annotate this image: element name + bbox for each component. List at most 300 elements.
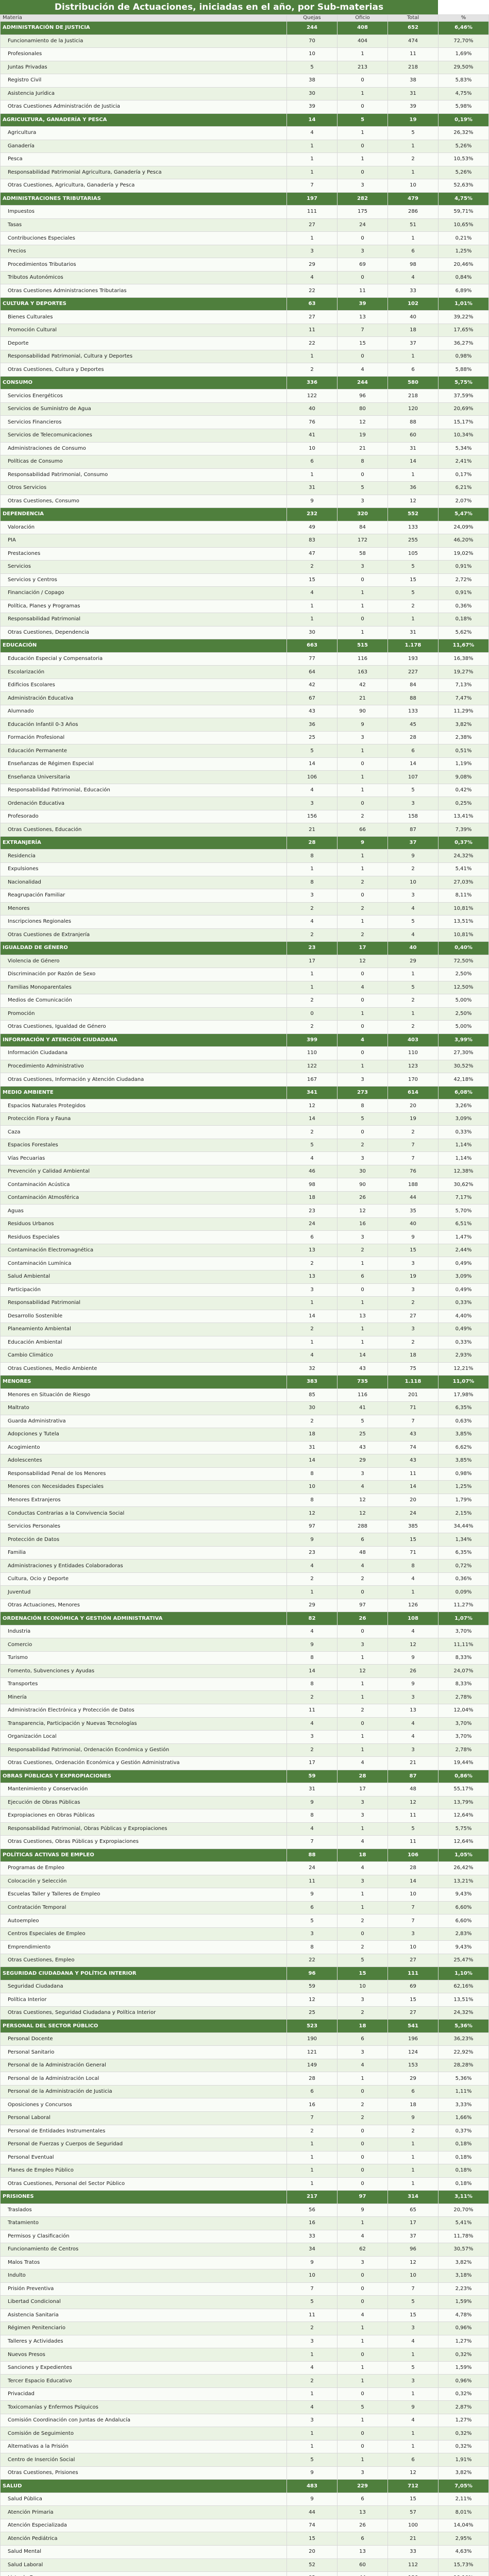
submateria-quejas: 41 <box>287 429 338 442</box>
submateria-name: Atención Especializada <box>1 2519 287 2532</box>
submateria-oficio: 1 <box>338 1257 388 1270</box>
category-name: PERSONAL DEL SECTOR PÚBLICO <box>1 2020 287 2033</box>
submateria-quejas: 0 <box>287 1007 338 1021</box>
submateria-percent: 2,72% <box>439 573 489 587</box>
submateria-name: Inscripciones Regionales <box>1 916 287 929</box>
submateria-total: 98 <box>388 258 439 272</box>
submateria-quejas: 10 <box>287 442 338 455</box>
submateria-quejas: 8 <box>287 850 338 863</box>
submateria-oficio: 4 <box>338 1481 388 1494</box>
submateria-quejas: 4 <box>287 2361 338 2375</box>
submateria-oficio: 43 <box>338 1441 388 1454</box>
submateria-oficio: 1 <box>338 1822 388 1836</box>
submateria-name: Expropiaciones en Obras Públicas <box>1 1809 287 1823</box>
submateria-total: 112 <box>388 2558 439 2572</box>
submateria-name: Personal de Entidades Instrumentales <box>1 2125 287 2138</box>
category-oficio: 9 <box>338 836 388 850</box>
submateria-quejas: 27 <box>287 218 338 232</box>
category-quejas: 59 <box>287 1770 338 1783</box>
submateria-total: 2 <box>388 1021 439 1034</box>
submateria-name: Sanciones y Expedientes <box>1 2361 287 2375</box>
submateria-quejas <box>287 2572 338 2576</box>
submateria-quejas: 11 <box>287 324 338 337</box>
submateria-oficio: 3 <box>338 1809 388 1823</box>
submateria-oficio: 4 <box>338 1836 388 1849</box>
submateria-row <box>1 2440 489 2453</box>
submateria-total: 124 <box>388 2046 439 2059</box>
submateria-percent: 14,04% <box>439 2519 489 2532</box>
submateria-row <box>1 705 489 718</box>
submateria-row <box>1 258 489 272</box>
submateria-percent: 3,33% <box>439 2098 489 2112</box>
submateria-percent: 11,78% <box>439 2230 489 2243</box>
submateria-percent: 5,88% <box>439 363 489 377</box>
submateria-percent: 30,62% <box>439 1178 489 1192</box>
submateria-total: 1 <box>388 232 439 245</box>
submateria-name: Deporte <box>1 337 287 350</box>
submateria-total: 2 <box>388 1336 439 1349</box>
submateria-oficio: 10 <box>338 1980 388 1993</box>
submateria-total: 31 <box>388 87 439 100</box>
submateria-row <box>1 2296 489 2309</box>
submateria-percent: 0,33% <box>439 1297 489 1310</box>
submateria-oficio: 1 <box>338 850 388 863</box>
submateria-quejas: 30 <box>287 626 338 639</box>
submateria-total: 57 <box>388 2506 439 2519</box>
submateria-name: Responsabilidad Patrimonial, Cultura y Deportes <box>1 350 287 363</box>
submateria-oficio: 1 <box>338 2217 388 2230</box>
submateria-total: 4 <box>388 1717 439 1731</box>
submateria-name: Transportes <box>1 1677 287 1691</box>
submateria-row <box>1 1112 489 1126</box>
category-percent: 5,75% <box>439 376 489 389</box>
submateria-oficio: 7 <box>338 324 388 337</box>
submateria-percent: 5,83% <box>439 74 489 88</box>
submateria-quejas: 111 <box>287 206 338 219</box>
submateria-quejas: 10 <box>287 1481 338 1494</box>
submateria-row <box>1 955 489 968</box>
submateria-total: 6 <box>388 245 439 258</box>
submateria-quejas: 2 <box>287 902 338 916</box>
column-header-total: Total <box>388 15 439 22</box>
submateria-oficio: 1 <box>338 863 388 876</box>
category-name: ADMINISTRACIÓN DE JUSTICIA <box>1 22 287 35</box>
submateria-oficio: 0 <box>338 797 388 810</box>
submateria-oficio: 2 <box>338 2111 388 2125</box>
submateria-percent: 13,79% <box>439 1796 489 1809</box>
submateria-quejas: 11 <box>287 1875 338 1888</box>
submateria-row <box>1 1533 489 1547</box>
submateria-percent: 39,22% <box>439 311 489 324</box>
category-quejas: 28 <box>287 836 338 850</box>
submateria-name: Personal Eventual <box>1 2151 287 2164</box>
submateria-percent: 6,89% <box>439 284 489 298</box>
submateria-oficio: 8 <box>338 1099 388 1113</box>
submateria-name: Fomento, Subvenciones y Ayudas <box>1 1665 287 1678</box>
submateria-oficio: 3 <box>338 245 388 258</box>
submateria-total: 43 <box>388 1428 439 1442</box>
submateria-percent: 28,28% <box>439 2059 489 2072</box>
submateria-row <box>1 1323 489 1336</box>
category-total: 403 <box>388 1033 439 1047</box>
submateria-name: Promoción <box>1 1007 287 1021</box>
category-name: INFORMACIÓN Y ATENCIÓN CIUDADANA <box>1 1033 287 1047</box>
submateria-total: 12 <box>388 2466 439 2480</box>
submateria-name: Nacionalidad <box>1 876 287 889</box>
submateria-name: Protección Flora y Fauna <box>1 1112 287 1126</box>
submateria-total: 31 <box>388 442 439 455</box>
submateria-quejas: 9 <box>287 1533 338 1547</box>
submateria-name: Otras Cuestiones, Cultura y Deportes <box>1 363 287 377</box>
submateria-total: 1 <box>388 1586 439 1599</box>
column-header-materia: Materia <box>1 15 287 22</box>
submateria-row <box>1 1941 489 1954</box>
submateria-quejas: 9 <box>287 1888 338 1902</box>
submateria-quejas: 98 <box>287 1178 338 1192</box>
submateria-quejas: 12 <box>287 1507 338 1520</box>
submateria-row <box>1 363 489 377</box>
submateria-name: Otras Cuestiones, Obras Públicas y Expropiaciones <box>1 1836 287 1849</box>
submateria-percent: 0,32% <box>439 2348 489 2362</box>
submateria-name: Educación Especial y Compensatoria <box>1 652 287 666</box>
submateria-row <box>1 127 489 140</box>
submateria-oficio: 48 <box>338 1546 388 1560</box>
submateria-name: Comisión de Seguimiento <box>1 2427 287 2441</box>
submateria-row <box>1 876 489 889</box>
submateria-percent: 0,18% <box>439 2177 489 2191</box>
submateria-total: 474 <box>388 35 439 48</box>
submateria-percent: 0,98% <box>439 1467 489 1481</box>
submateria-name: Otras Cuestiones, Personal del Sector Público <box>1 2177 287 2191</box>
submateria-total: 26 <box>388 1665 439 1678</box>
submateria-oficio: 5 <box>338 482 388 495</box>
submateria-name: Adolescentes <box>1 1454 287 1468</box>
submateria-oficio: 3 <box>338 1993 388 2007</box>
submateria-row <box>1 1822 489 1836</box>
submateria-total: 43 <box>388 1454 439 1468</box>
submateria-oficio: 0 <box>338 2125 388 2138</box>
submateria-percent: 2,38% <box>439 731 489 744</box>
table-body <box>1 22 489 2576</box>
submateria-row <box>1 692 489 705</box>
submateria-total: 29 <box>388 2072 439 2086</box>
submateria-oficio: 404 <box>338 35 388 48</box>
submateria-oficio: 0 <box>338 166 388 179</box>
submateria-total: 75 <box>388 1362 439 1376</box>
submateria-percent: 0,96% <box>439 2375 489 2388</box>
category-total: 479 <box>388 192 439 206</box>
submateria-oficio: 2 <box>338 1914 388 1928</box>
submateria-percent: 6,35% <box>439 1402 489 1415</box>
submateria-quejas: 59 <box>287 1980 338 1993</box>
category-percent: 6,46% <box>439 22 489 35</box>
submateria-quejas: 4 <box>287 1717 338 1731</box>
submateria-percent: 9,08% <box>439 771 489 784</box>
submateria-percent: 6,62% <box>439 1441 489 1454</box>
category-percent: 1,05% <box>439 1849 489 1862</box>
submateria-name: Personal Docente <box>1 2032 287 2046</box>
submateria-name: Autoempleo <box>1 1914 287 1928</box>
submateria-total: 3 <box>388 2375 439 2388</box>
submateria-oficio: 1 <box>338 153 388 166</box>
submateria-quejas: 38 <box>287 74 338 88</box>
submateria-row <box>1 1388 489 1402</box>
submateria-total: 96 <box>388 2243 439 2257</box>
column-header-percent: % <box>439 15 489 22</box>
submateria-row <box>1 1152 489 1165</box>
submateria-row <box>1 587 489 600</box>
submateria-name: Funcionamiento de la Justicia <box>1 35 287 48</box>
category-percent: 1,10% <box>439 1967 489 1980</box>
submateria-total: 2 <box>388 1297 439 1310</box>
submateria-total: 15 <box>388 2309 439 2322</box>
submateria-total: 170 <box>388 1073 439 1087</box>
submateria-total: 1 <box>388 968 439 981</box>
submateria-row <box>1 2546 489 2559</box>
submateria-percent: 4,63% <box>439 2546 489 2559</box>
category-total: 712 <box>388 2480 439 2493</box>
submateria-oficio: 0 <box>338 2387 388 2401</box>
category-percent: 4,75% <box>439 192 489 206</box>
submateria-quejas: 14 <box>287 1665 338 1678</box>
submateria-oficio: 9 <box>338 718 388 732</box>
submateria-oficio: 3 <box>338 2256 388 2269</box>
submateria-row <box>1 573 489 587</box>
submateria-row <box>1 1704 489 1718</box>
submateria-oficio: 80 <box>338 402 388 416</box>
submateria-quejas: 27 <box>287 311 338 324</box>
submateria-percent: 0,36% <box>439 600 489 613</box>
submateria-name: Transparencia, Participación y Nuevas Tecnologías <box>1 1717 287 1731</box>
submateria-name: Salud Mental <box>1 2546 287 2559</box>
submateria-name: Administraciones de Consumo <box>1 442 287 455</box>
submateria-percent: 1,25% <box>439 245 489 258</box>
submateria-row <box>1 2032 489 2046</box>
submateria-row <box>1 442 489 455</box>
submateria-name: Traslados <box>1 2204 287 2217</box>
submateria-percent: 0,25% <box>439 797 489 810</box>
submateria-total: 255 <box>388 534 439 548</box>
submateria-total: 1 <box>388 613 439 626</box>
submateria-percent: 20,46% <box>439 258 489 272</box>
submateria-percent: 3,85% <box>439 1428 489 1442</box>
submateria-quejas: 1 <box>287 2138 338 2151</box>
submateria-quejas: 2 <box>287 1126 338 1139</box>
submateria-quejas: 5 <box>287 2453 338 2467</box>
category-total: 1.178 <box>388 639 439 653</box>
submateria-name: Familia <box>1 1546 287 1560</box>
submateria-quejas: 8 <box>287 1677 338 1691</box>
submateria-name: Comisión Coordinación con Juntas de Andalucía <box>1 2414 287 2427</box>
submateria-row <box>1 1572 489 1586</box>
submateria-quejas: 8 <box>287 1494 338 1507</box>
submateria-row <box>1 74 489 88</box>
category-row <box>1 836 489 850</box>
category-name: OBRAS PÚBLICAS Y EXPROPIACIONES <box>1 1770 287 1783</box>
submateria-percent: 46,20% <box>439 534 489 548</box>
submateria-quejas: 33 <box>287 2230 338 2243</box>
submateria-percent: 0,17% <box>439 468 489 482</box>
submateria-quejas: 149 <box>287 2059 338 2072</box>
submateria-quejas: 29 <box>287 258 338 272</box>
category-percent: 6,08% <box>439 1086 489 1099</box>
submateria-percent: 55,17% <box>439 1783 489 1797</box>
submateria-row <box>1 1007 489 1021</box>
submateria-percent: 2,41% <box>439 455 489 469</box>
submateria-oficio: 0 <box>338 271 388 284</box>
submateria-quejas: 85 <box>287 1388 338 1402</box>
submateria-oficio: 60 <box>338 2558 388 2572</box>
submateria-percent: 2,23% <box>439 2282 489 2296</box>
submateria-total: 69 <box>388 1980 439 1993</box>
submateria-name: Medios de Comunicación <box>1 994 287 1008</box>
submateria-oficio: 163 <box>338 666 388 679</box>
submateria-name: Educación Ambiental <box>1 1336 287 1349</box>
submateria-row <box>1 889 489 903</box>
submateria-row <box>1 1126 489 1139</box>
submateria-quejas: 2 <box>287 1257 338 1270</box>
submateria-quejas: 3 <box>287 889 338 903</box>
submateria-name: Procedimientos Tributarios <box>1 258 287 272</box>
submateria-quejas: 6 <box>287 1231 338 1244</box>
submateria-total: 120 <box>388 402 439 416</box>
submateria-percent: 2,50% <box>439 1007 489 1021</box>
submateria-percent: 19,44% <box>439 1757 489 1770</box>
submateria-name: Personal de la Administración Local <box>1 2072 287 2086</box>
submateria-percent: 3,82% <box>439 2466 489 2480</box>
submateria-oficio: 97 <box>338 1599 388 1612</box>
submateria-name: Comercio <box>1 1638 287 1652</box>
submateria-percent: 10,81% <box>439 928 489 942</box>
category-row <box>1 1033 489 1047</box>
submateria-oficio: 19 <box>338 429 388 442</box>
submateria-row <box>1 1836 489 1849</box>
submateria-quejas: 1 <box>287 1297 338 1310</box>
submateria-quejas: 2 <box>287 1691 338 1704</box>
submateria-row <box>1 2401 489 2414</box>
category-quejas: 483 <box>287 2480 338 2493</box>
submateria-total: 133 <box>388 521 439 534</box>
submateria-quejas: 13 <box>287 1270 338 1283</box>
submateria-name: Cambio Climático <box>1 1349 287 1363</box>
submateria-name: Otras Cuestiones de Extranjería <box>1 928 287 942</box>
submateria-oficio: 175 <box>338 206 388 219</box>
submateria-row <box>1 1546 489 1560</box>
submateria-oficio: 13 <box>338 1310 388 1323</box>
submateria-row <box>1 2558 489 2572</box>
submateria-oficio: 0 <box>338 2296 388 2309</box>
submateria-total: 11 <box>388 48 439 61</box>
submateria-row <box>1 2230 489 2243</box>
submateria-quejas: 17 <box>287 955 338 968</box>
submateria-total: 5 <box>388 2296 439 2309</box>
submateria-quejas: 5 <box>287 1139 338 1152</box>
submateria-oficio: 0 <box>338 968 388 981</box>
submateria-quejas: 1 <box>287 613 338 626</box>
submateria-name: Mantenimiento y Conservación <box>1 1783 287 1797</box>
submateria-name: Indulto <box>1 2269 287 2283</box>
submateria-quejas: 4 <box>287 1349 338 1363</box>
submateria-percent: 2,15% <box>439 1507 489 1520</box>
submateria-quejas: 21 <box>287 823 338 837</box>
submateria-quejas: 2 <box>287 2322 338 2335</box>
submateria-oficio: 6 <box>338 2032 388 2046</box>
submateria-percent: 36,27% <box>439 337 489 350</box>
submateria-name: Vías Pecuarias <box>1 1152 287 1165</box>
category-total: 541 <box>388 2020 439 2033</box>
submateria-name: Otras Cuestiones Administración de Justicia <box>1 100 287 114</box>
submateria-row <box>1 994 489 1008</box>
submateria-name: Otros Servicios <box>1 482 287 495</box>
category-percent: 5,47% <box>439 508 489 521</box>
submateria-percent: 0,09% <box>439 1586 489 1599</box>
submateria-row <box>1 2361 489 2375</box>
submateria-row <box>1 140 489 153</box>
submateria-quejas: 83 <box>287 534 338 548</box>
submateria-percent: 24,07% <box>439 1665 489 1678</box>
submateria-name: Bienes Culturales <box>1 311 287 324</box>
submateria-total: 88 <box>388 416 439 429</box>
submateria-percent: 1,14% <box>439 1139 489 1152</box>
submateria-name: Desarrollo Sostenible <box>1 1310 287 1323</box>
submateria-row <box>1 1297 489 1310</box>
submateria-row <box>1 666 489 679</box>
category-total: 614 <box>388 1086 439 1099</box>
submateria-row <box>1 2414 489 2427</box>
submateria-percent: 6,60% <box>439 1914 489 1928</box>
submateria-percent: 0,49% <box>439 1283 489 1297</box>
submateria-quejas: 40 <box>287 402 338 416</box>
submateria-oficio: 3 <box>338 1875 388 1888</box>
category-row <box>1 297 489 311</box>
submateria-name: Ejecución de Obras Públicas <box>1 1796 287 1809</box>
submateria-oficio: 11 <box>338 284 388 298</box>
submateria-row <box>1 2466 489 2480</box>
submateria-total: 4 <box>388 271 439 284</box>
submateria-total: 76 <box>388 1165 439 1178</box>
submateria-percent: 72,50% <box>439 955 489 968</box>
submateria-total: 2 <box>388 863 439 876</box>
category-row <box>1 1086 489 1099</box>
submateria-oficio: 2 <box>338 1572 388 1586</box>
submateria-oficio: 6 <box>338 1533 388 1547</box>
submateria-row <box>1 2046 489 2059</box>
submateria-oficio: 0 <box>338 1283 388 1297</box>
submateria-quejas: 3 <box>287 1731 338 1744</box>
submateria-oficio: 0 <box>338 1927 388 1941</box>
submateria-quejas: 4 <box>287 127 338 140</box>
submateria-name: Personal de la Administración General <box>1 2059 287 2072</box>
submateria-total: 9 <box>388 1677 439 1691</box>
submateria-total: 12 <box>388 1638 439 1652</box>
submateria-quejas: 15 <box>287 2532 338 2546</box>
submateria-row <box>1 613 489 626</box>
submateria-oficio: 4 <box>338 2230 388 2243</box>
submateria-row <box>1 1217 489 1231</box>
submateria-quejas: 4 <box>287 587 338 600</box>
submateria-percent: 1,19% <box>439 757 489 771</box>
submateria-total: 286 <box>388 206 439 219</box>
submateria-quejas: 30 <box>287 87 338 100</box>
submateria-oficio: 3 <box>338 1638 388 1652</box>
submateria-total: 4 <box>388 1625 439 1638</box>
submateria-oficio: 0 <box>338 757 388 771</box>
submateria-row <box>1 928 489 942</box>
category-percent: 3,11% <box>439 2191 489 2204</box>
submateria-row <box>1 1178 489 1192</box>
category-total: 1.118 <box>388 1376 439 1389</box>
submateria-oficio: 3 <box>338 561 388 574</box>
